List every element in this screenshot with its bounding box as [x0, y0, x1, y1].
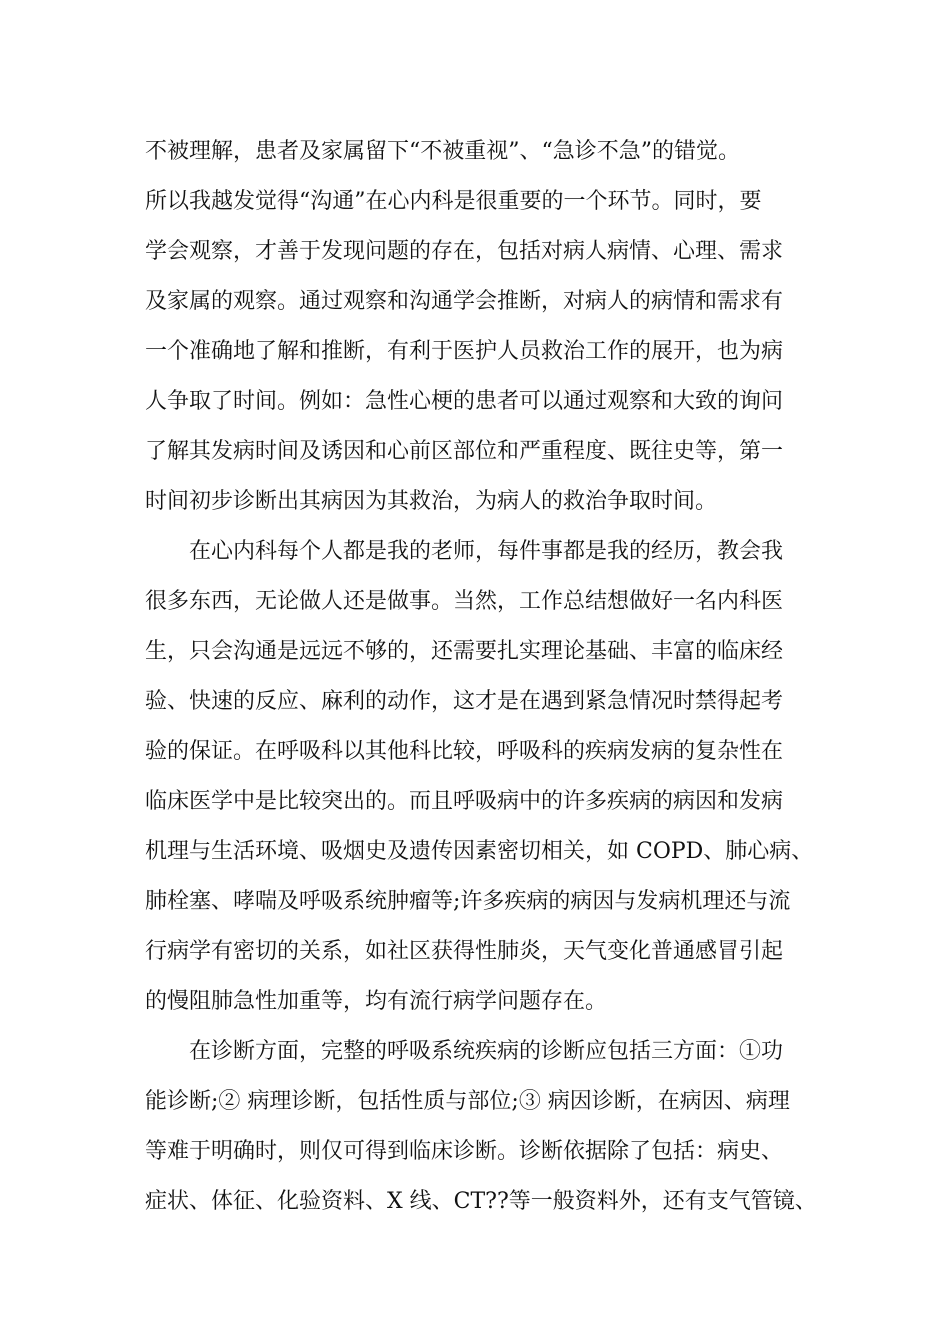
text-line: 很多东西，无论做人还是做事。当然，工作总结想做好一名内科医: [145, 589, 784, 614]
text-line: 等难于明确时，则仅可得到临床诊断。诊断依据除了包括：病史、: [145, 1139, 784, 1164]
text-line: 临床医学中是比较突出的。而且呼吸病中的许多疾病的病因和发病: [145, 789, 784, 814]
paragraph-first-line: 在心内科每个人都是我的老师，每件事都是我的经历，教会我: [189, 539, 784, 564]
text-line: 不被理解，患者及家属留下“不被重视”、“急诊不急”的错觉。: [145, 139, 740, 164]
text-line: 验的保证。在呼吸科以其他科比较，呼吸科的疾病发病的复杂性在: [145, 739, 784, 764]
text-line: 学会观察，才善于发现问题的存在，包括对病人病情、心理、需求: [145, 239, 784, 264]
text-line: 能诊断;② 病理诊断，包括性质与部位;③ 病因诊断，在病因、病理: [145, 1089, 790, 1114]
text-line: 及家属的观察。通过观察和沟通学会推断，对病人的病情和需求有: [145, 289, 784, 314]
text-line: 时间初步诊断出其病因为其救治，为病人的救治争取时间。: [145, 489, 718, 514]
text-line: 人争取了时间。例如：急性心梗的患者可以通过观察和大致的询问: [145, 389, 784, 414]
text-line: 的慢阻肺急性加重等，均有流行病学问题存在。: [145, 989, 608, 1014]
paragraph-first-line: 在诊断方面，完整的呼吸系统疾病的诊断应包括三方面：①功: [189, 1039, 784, 1064]
text-line: 验、快速的反应、麻利的动作，这才是在遇到紧急情况时禁得起考: [145, 689, 784, 714]
text-line: 生，只会沟通是远远不够的，还需要扎实理论基础、丰富的临床经: [145, 639, 784, 664]
text-line: 症状、体征、化验资料、X 线、CT??等一般资料外，还有支气管镜、: [145, 1189, 817, 1214]
text-line: 机理与生活环境、吸烟史及遗传因素密切相关，如 COPD、肺心病、: [145, 839, 814, 864]
text-line: 所以我越发觉得“沟通”在心内科是很重要的一个环节。同时，要: [145, 189, 762, 214]
text-line: 了解其发病时间及诱因和心前区部位和严重程度、既往史等，第一: [145, 439, 784, 464]
text-line: 肺栓塞、哮喘及呼吸系统肿瘤等;许多疾病的病因与发病机理还与流: [145, 889, 791, 914]
text-line: 行病学有密切的关系，如社区获得性肺炎，天气变化普通感冒引起: [145, 939, 784, 964]
text-line: 一个准确地了解和推断，有利于医护人员救治工作的展开，也为病: [145, 339, 784, 364]
